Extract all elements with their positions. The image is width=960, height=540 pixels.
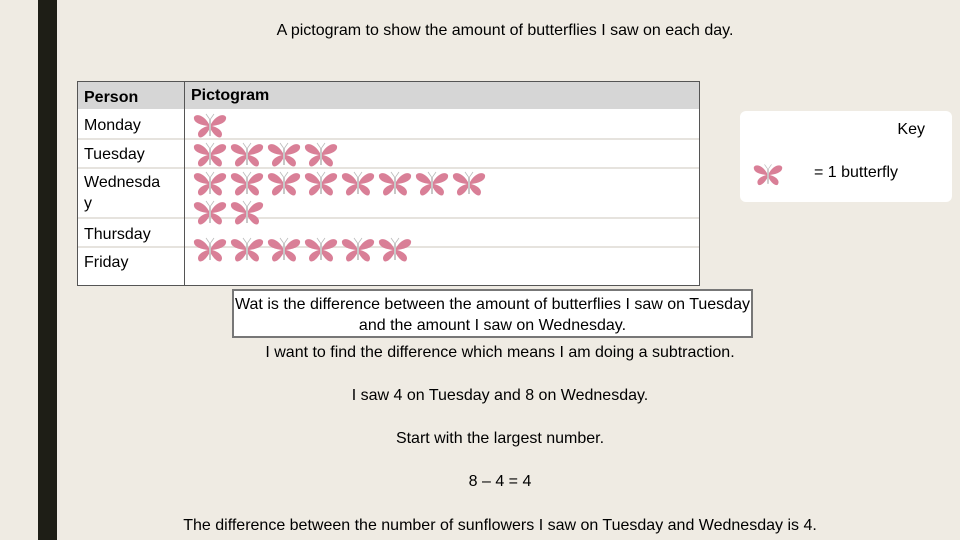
- left-accent-bar: [38, 0, 57, 540]
- conclusion-line: The difference between the number of sunflowers I saw on Tuesday and Wednesday is 4.: [183, 517, 817, 534]
- header-pictogram: Pictogram: [191, 87, 270, 104]
- table-row: [78, 140, 699, 169]
- butterfly-icon: [304, 237, 338, 263]
- row-label-friday: Friday: [84, 254, 129, 271]
- table-row: [78, 111, 699, 140]
- row-label-tuesday: Tuesday: [84, 146, 145, 163]
- page-title: A pictogram to show the amount of butterflies I saw on each day.: [276, 22, 734, 39]
- table-header-row: [78, 82, 699, 111]
- butterfly-icon: [193, 113, 227, 139]
- butterfly-icon: [415, 171, 449, 197]
- butterfly-icon: [193, 200, 227, 226]
- question-box: Wat is the difference between the amount of butterflies I saw on Tuesday and the amount I saw on Wednesday.: [232, 289, 753, 338]
- row-label-monday: Monday: [84, 117, 141, 134]
- butterfly-icon: [230, 171, 264, 197]
- butterfly-icon: [267, 237, 301, 263]
- key-text: = 1 butterfly: [814, 164, 899, 181]
- butterfly-icon: [378, 237, 412, 263]
- row-label-thursday: Thursday: [84, 226, 151, 243]
- butterfly-icon: [341, 171, 375, 197]
- butterfly-icon: [304, 171, 338, 197]
- butterfly-icon: [230, 142, 264, 168]
- butterfly-icon: [230, 200, 264, 226]
- butterfly-icon: [341, 237, 375, 263]
- key-box: [740, 111, 952, 202]
- butterfly-icon: [267, 142, 301, 168]
- key-title: Key: [897, 121, 925, 138]
- row-label-wednesday: Wednesda y: [84, 174, 161, 212]
- butterfly-icon: [753, 161, 783, 189]
- butterfly-icon: [304, 142, 338, 168]
- butterfly-icon: [193, 237, 227, 263]
- butterfly-icon: [267, 171, 301, 197]
- explanation-line: I want to find the difference which means I am doing a subtraction.: [265, 344, 735, 361]
- explanation-line: I saw 4 on Tuesday and 8 on Wednesday.: [351, 387, 649, 404]
- butterfly-icon: [193, 142, 227, 168]
- butterfly-icon: [378, 171, 412, 197]
- butterfly-icon: [230, 237, 264, 263]
- explanation-line: Start with the largest number.: [395, 430, 605, 447]
- butterfly-icon: [452, 171, 486, 197]
- calculation-line: 8 – 4 = 4: [468, 473, 532, 490]
- header-person: Person: [84, 89, 139, 106]
- column-divider: [184, 82, 185, 285]
- butterfly-icon: [193, 171, 227, 197]
